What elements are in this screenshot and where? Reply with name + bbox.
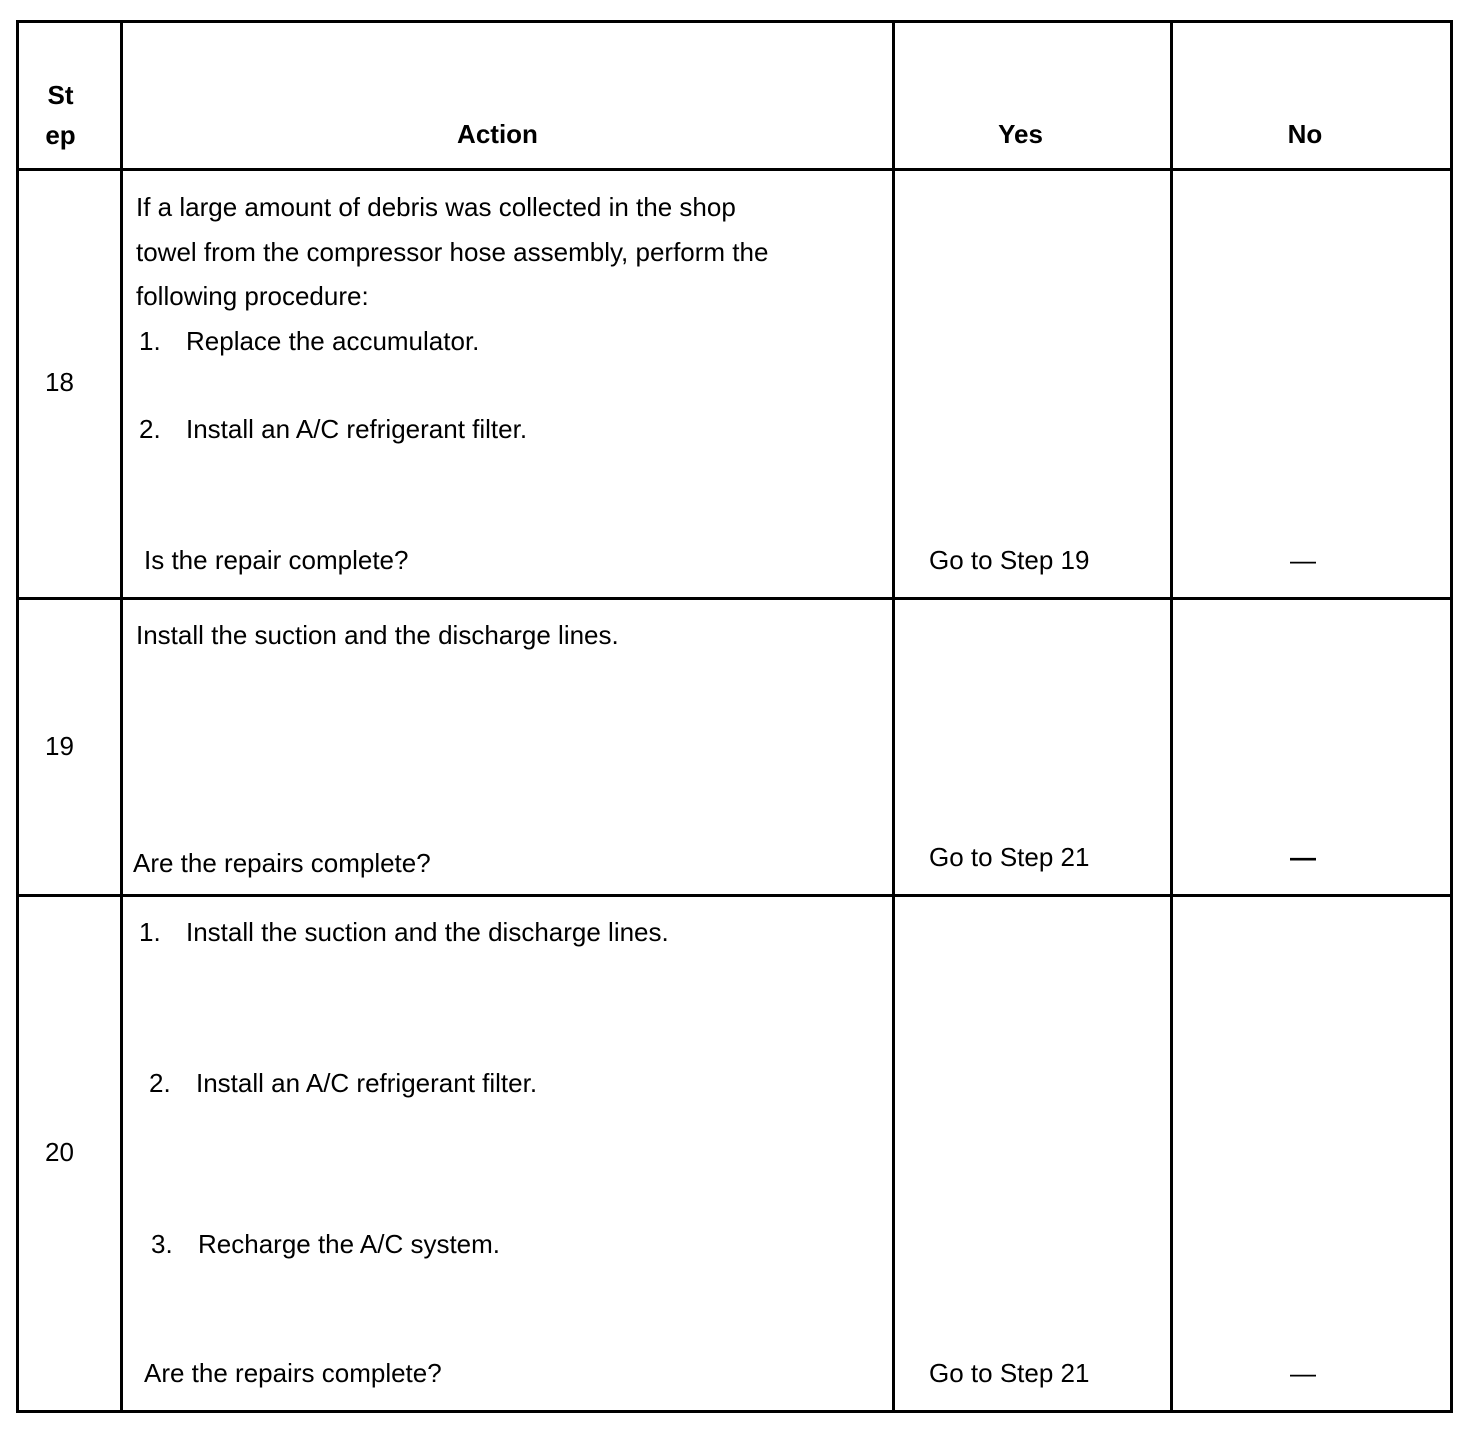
list-item-number: 3. [151,1229,173,1259]
list-item [139,917,669,947]
list-item-text: Recharge the A/C system. [198,1229,501,1259]
action-intro-line: Install the suction and the discharge lines. [136,620,619,650]
action-question: Are the repairs complete? [144,1358,442,1388]
list-item [149,1068,537,1098]
no-result: — [1290,545,1316,575]
row-divider [19,894,1450,897]
action-intro-line: following procedure: [136,281,369,311]
no-result: — [1290,842,1316,872]
header-step [19,80,102,150]
action-question: Is the repair complete? [144,545,409,575]
list-item-text: Install an A/C refrigerant filter. [186,414,528,444]
action-intro [136,185,768,319]
column-divider [120,23,123,1410]
yes-result: Go to Step 19 [929,545,1090,575]
list-item-text: Install the suction and the discharge lines. [186,917,669,947]
header-step-line1: St [47,80,74,110]
step-number: 18 [45,367,74,397]
column-divider [892,23,895,1410]
list-item [139,414,527,444]
list-item [139,326,479,356]
header-action: Action [457,119,538,149]
yes-result: Go to Step 21 [929,1358,1090,1388]
column-divider [1170,23,1173,1410]
row-divider [19,168,1450,171]
no-result: — [1290,1358,1316,1388]
list-item-number: 2. [149,1068,171,1098]
list-item-text: Replace the accumulator. [186,326,480,356]
action-intro-line: towel from the compressor hose assembly, perform the [136,236,769,267]
header-no: No [1287,119,1323,149]
header-yes: Yes [998,119,1043,149]
step-number: 19 [45,731,74,761]
list-item-text: Install an A/C refrigerant filter. [196,1068,538,1098]
yes-result: Go to Step 21 [929,842,1090,872]
header-step-line2: ep [45,120,76,150]
list-item-number: 2. [139,414,161,444]
step-number: 20 [45,1137,74,1167]
list-item [151,1229,500,1259]
row-divider [19,597,1450,600]
action-intro-line: If a large amount of debris was collected in the shop [136,192,736,222]
action-question: Are the repairs complete? [133,848,431,878]
list-item-number: 1. [139,917,161,947]
list-item-number: 1. [139,326,161,356]
